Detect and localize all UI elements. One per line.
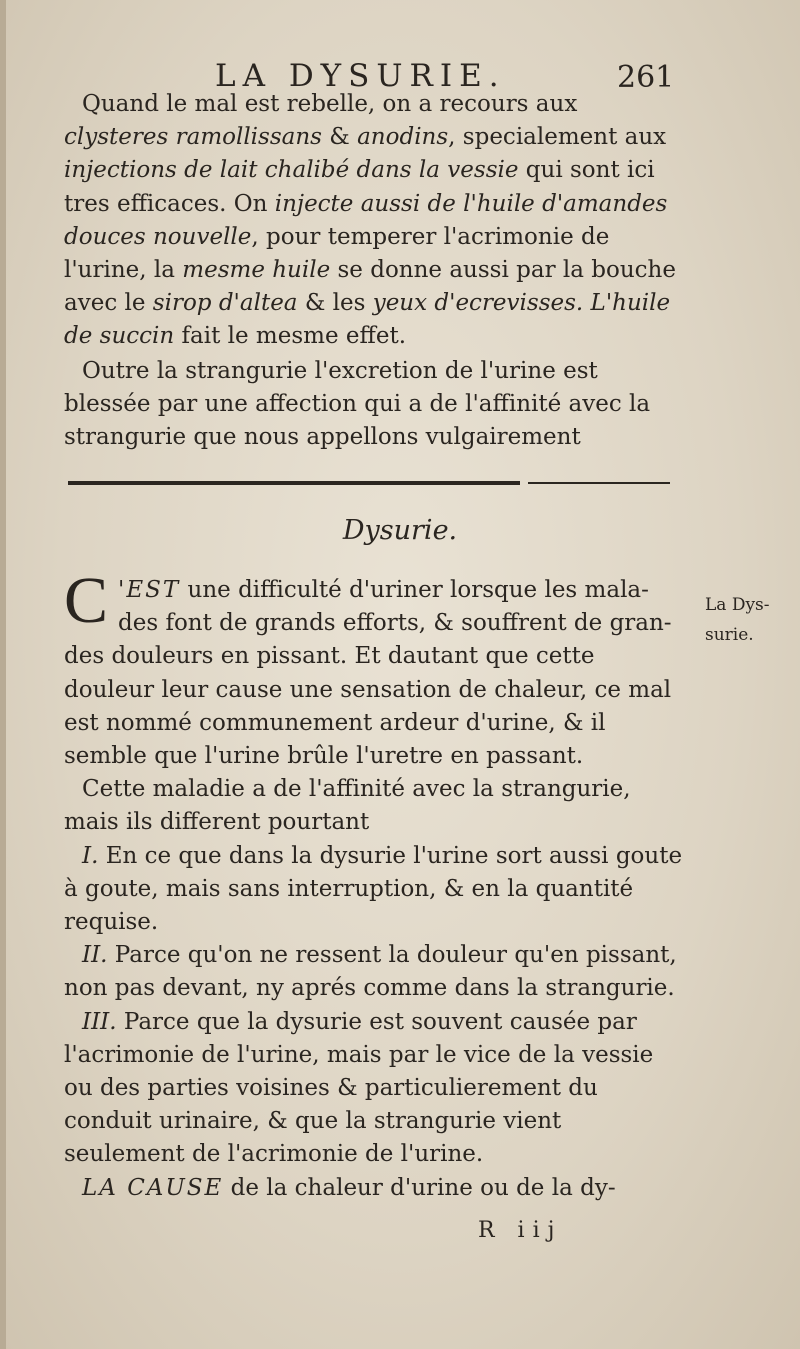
list-item-3: III. Parce que la dysurie est souvent causée par l'acrimonie de l'urine, mais par le vice de la vessie ou des parties voisines & particulierement du conduit urinaire, & que la strangurie vient seulement de l'acrimonie de l'urine. — [64, 1008, 654, 1168]
section-strangurie-end — [64, 88, 684, 454]
section-dysurie — [64, 574, 684, 1205]
paragraph-definition: 'EST une difficulté d'uriner lorsque les mala- des font de grands efforts, & souffrent de gran- des douleurs en pissant. Et dautant que cette douleur leur cause une sensation de chaleur, ce mal est nommé communement ardeur d'urine, & il semble que l'urine brûle l'uretre en passant. — [64, 577, 672, 770]
paragraph-remedies: Quand le mal est rebelle, on a recours aux clysteres ramollissans & anodins, specialement aux injections de lait chalibé dans la vessie qui sont ici tres efficaces. On injecte aussi de l'huile d'amandes douces nouvelle, pour temperer l'acrimonie de l'urine, la mesme huile se donne aussi par la bouche avec le sirop d'altea & les yeux d'ecrevisses. L'huile de succin fait le mesme effet. — [64, 91, 676, 350]
section-heading: Dysurie. — [342, 515, 458, 546]
margin-note: La Dys- surie. — [705, 595, 770, 645]
section-divider — [68, 481, 520, 485]
running-title: LA DYSURIE. — [215, 58, 506, 94]
signature-mark: R iij — [478, 1218, 563, 1243]
paragraph-cause: LA CAUSE de la chaleur d'urine ou de la dy- — [82, 1174, 616, 1201]
paragraph-affinity: Cette maladie a de l'affinité avec la strangurie, mais ils different pourtant — [64, 776, 631, 836]
drop-cap: C — [64, 564, 109, 637]
list-item-2: II. Parce qu'on ne ressent la douleur qu'en pissant, non pas devant, ny aprés comme dans la strangurie. — [64, 942, 677, 1002]
page-edge — [0, 0, 6, 1349]
section-divider-tail — [528, 482, 670, 484]
page-number: 261 — [617, 60, 675, 95]
list-item-1: I. En ce que dans la dysurie l'urine sort aussi goute à goute, mais sans interruption, & en la quantité requise. — [64, 842, 683, 936]
paragraph-transition: Outre la strangurie l'excretion de l'urine est blessée par une affection qui a de l'affinité avec la strangurie que nous appellons vulgairement — [64, 357, 651, 451]
